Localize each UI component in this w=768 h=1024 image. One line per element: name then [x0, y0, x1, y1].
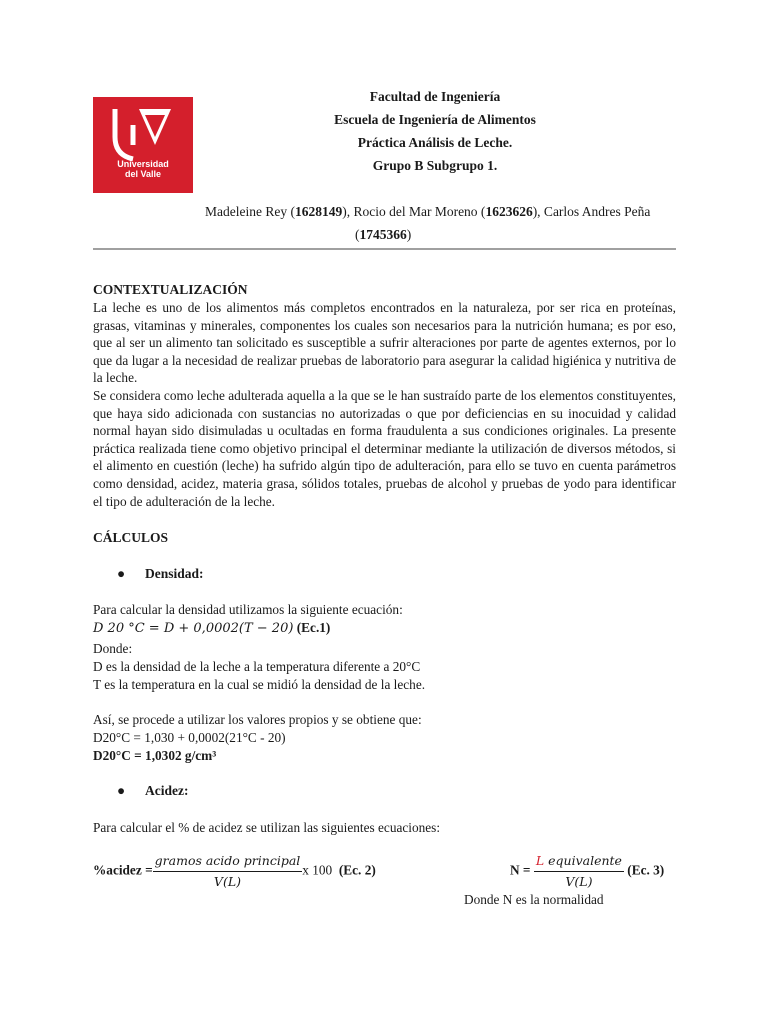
density-intro: Para calcular la densidad utilizamos la siguiente ecuación: [93, 602, 403, 617]
acidity-times: x 100 [302, 862, 333, 878]
header-group: Grupo B Subgrupo 1. [372, 158, 498, 173]
density-heading [117, 566, 204, 582]
calculations-title: CÁLCULOS [93, 530, 169, 545]
density-donde: Donde: [93, 641, 133, 656]
acidity-title: Acidez: [145, 783, 189, 798]
context-paragraph-1: La leche es uno de los alimentos más completos encontrados en la naturaleza, por ser rica en proteínas, grasas, vitaminas y minerales, componentes los cuales son necesarios para la nutrición humana; es por eso, que al ser un alimento tan solicitado es susceptible a sufrir alteraciones por parte de agentes externos, por lo que da lugar a la necesidad de realizar pruebas de laboratorio para asegurar la calidad higiénica y nutritiva de la leche. [93, 300, 676, 386]
authors-line2 [205, 223, 675, 246]
acidity-lhs: %acidez = [93, 862, 153, 878]
paren-close: ) [406, 227, 412, 242]
density-substitution: D20°C = 1,030 + 0,0002(21°C - 20) [93, 730, 286, 745]
logo-text-line2: del Valle [124, 169, 162, 179]
context-title: CONTEXTUALIZACIÓN [93, 282, 248, 297]
density-equation: D 20 °C = D + 0,0002(T − 20) [93, 621, 294, 636]
header-divider [93, 248, 676, 250]
author-3-name: ), Carlos Andres Peña [532, 204, 651, 219]
normality-fraction [534, 852, 624, 891]
header-faculty: Facultad de Ingeniería [369, 89, 501, 104]
normality-numerator-text: equivalente [544, 853, 622, 868]
author-1-name: Madeleine Rey ( [205, 204, 295, 219]
author-1-id: 1628149 [294, 204, 343, 219]
normality-lhs: N = [510, 862, 531, 878]
bullet-icon: ● [117, 566, 126, 581]
acidity-numerator: gramos acido principal [153, 852, 303, 872]
context-paragraph-2: Se considera como leche adulterada aquella a la que se le han sustraído parte de los elementos constituyentes, que haya sido adicionada con sustancias no autorizadas o que por deficiencias en su inocuidad y calidad normal hayan sido disimuladas u ocultadas en forma fraudulenta a sus condiciones originales. La presente práctica realizada tiene como objetivo principal el determinar mediante la utilización de diversos métodos, si el alimento en cuestión (leche) ha sufrido algún tipo de adulteración, para ello se tuvo en cuenta parámetros como densidad, acidez, materia grasa, sólidos totales, pruebas de alcohol y pruebas de yodo para identificar el tipo de adulteración de la leche. [93, 387, 676, 509]
header-practice: Práctica Análisis de Leche. [357, 135, 513, 150]
paren-open: ( [355, 227, 360, 242]
bullet-icon: ● [117, 783, 126, 798]
density-def-d: D es la densidad de la leche a la temperatura diferente a 20°C [93, 659, 421, 674]
equation-label-3: (Ec. 3) [627, 862, 665, 878]
density-title: Densidad: [145, 566, 204, 581]
density-equation-row [93, 619, 330, 638]
normality-denominator: V(L) [565, 874, 593, 889]
acidity-heading [117, 783, 188, 799]
author-3-id: 1745366 [359, 227, 407, 242]
authors-line1 [205, 200, 675, 223]
acidity-fraction [153, 852, 303, 891]
context-body [93, 299, 676, 510]
equation-label-2: (Ec. 2) [338, 862, 376, 878]
author-2-id: 1623626 [485, 204, 533, 219]
equation-label-1: (Ec.1) [296, 620, 331, 635]
university-logo [93, 97, 193, 193]
density-def-t: T es la temperatura en la cual se midió la densidad de la leche. [93, 677, 426, 692]
header-school: Escuela de Ingeniería de Alimentos [334, 112, 536, 127]
logo-text-line1: Universidad [117, 159, 169, 169]
normality-numerator [534, 852, 624, 872]
acidity-intro: Para calcular el % de acidez se utilizan las siguientes ecuaciones: [93, 820, 441, 835]
density-asi: Así, se procede a utilizar los valores propios y se obtiene que: [93, 712, 422, 727]
acidity-equation-2 [93, 852, 376, 891]
authors-block [205, 200, 675, 246]
normality-l-symbol: L [535, 853, 545, 868]
normality-equation-3 [510, 852, 664, 891]
acidity-denominator: V(L) [213, 874, 242, 889]
author-2-name: ), Rocio del Mar Moreno ( [342, 204, 486, 219]
normality-note: Donde N es la normalidad [464, 892, 604, 907]
density-result: D20°C = 1,0302 g/cm³ [93, 748, 217, 763]
